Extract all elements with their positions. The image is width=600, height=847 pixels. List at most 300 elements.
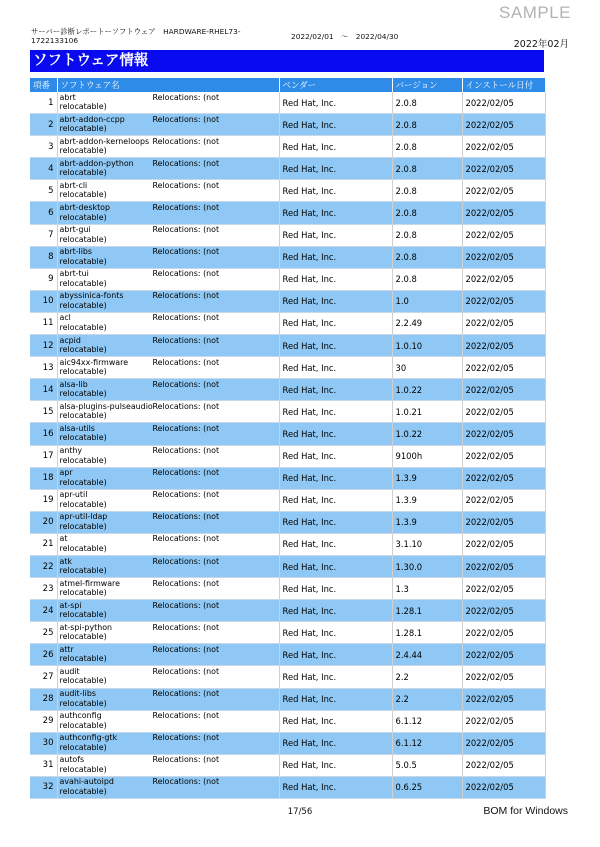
software-name-cell xyxy=(57,268,279,290)
relocation-note-cont: relocatable) xyxy=(59,190,107,200)
table-row xyxy=(30,710,545,732)
version-cell: 9100h xyxy=(392,445,462,467)
install-date-cell: 2022/02/05 xyxy=(462,688,545,710)
vendor-cell: Red Hat, Inc. xyxy=(279,246,392,268)
software-name-cell xyxy=(57,158,279,180)
version-cell: 2.2 xyxy=(392,688,462,710)
vendor-cell: Red Hat, Inc. xyxy=(279,666,392,688)
relocation-note: Relocations: (not xyxy=(152,180,220,190)
table-row xyxy=(30,114,545,136)
software-name-cell xyxy=(57,312,279,334)
row-number: 16 xyxy=(30,423,57,445)
software-name-cell xyxy=(57,467,279,489)
relocation-note-cont: relocatable) xyxy=(59,676,107,686)
version-cell: 5.0.5 xyxy=(392,754,462,776)
install-date-cell: 2022/02/05 xyxy=(462,600,545,622)
software-name-cell xyxy=(57,335,279,357)
relocation-note-cont: relocatable) xyxy=(59,212,107,222)
version-cell: 6.1.12 xyxy=(392,710,462,732)
relocation-note: Relocations: (not xyxy=(152,689,220,699)
version-cell: 1.28.1 xyxy=(392,622,462,644)
software-name-cell xyxy=(57,732,279,754)
version-cell: 2.4.44 xyxy=(392,644,462,666)
version-cell: 2.0.8 xyxy=(392,246,462,268)
version-cell: 6.1.12 xyxy=(392,732,462,754)
install-date-cell: 2022/02/05 xyxy=(462,202,545,224)
relocation-note-cont: relocatable) xyxy=(59,367,107,377)
software-name-cell xyxy=(57,578,279,600)
software-name: abrt-addon-kerneloops xyxy=(59,136,150,146)
relocation-note-cont: relocatable) xyxy=(59,146,107,156)
relocation-note: Relocations: (not xyxy=(152,622,220,632)
version-cell: 1.0 xyxy=(392,290,462,312)
row-number: 25 xyxy=(30,622,57,644)
vendor-cell: Red Hat, Inc. xyxy=(279,467,392,489)
column-header-name: ソフトウェア名 xyxy=(57,78,279,92)
software-name-cell xyxy=(57,533,279,555)
table-row xyxy=(30,180,545,202)
report-period: 2022/02/01 ～ 2022/04/30 xyxy=(291,32,399,41)
row-number: 23 xyxy=(30,578,57,600)
software-name-cell xyxy=(57,555,279,577)
software-name-cell xyxy=(57,224,279,246)
relocation-note: Relocations: (not xyxy=(152,446,220,456)
version-cell: 30 xyxy=(392,357,462,379)
vendor-cell: Red Hat, Inc. xyxy=(279,268,392,290)
software-name: at-spi xyxy=(59,600,82,610)
relocation-note-cont: relocatable) xyxy=(59,720,107,730)
relocation-note: Relocations: (not xyxy=(152,600,220,610)
install-date-cell: 2022/02/05 xyxy=(462,423,545,445)
vendor-cell: Red Hat, Inc. xyxy=(279,290,392,312)
software-name: apr-util xyxy=(59,490,88,500)
software-name: abrt-addon-python xyxy=(59,158,134,168)
relocation-note: Relocations: (not xyxy=(152,711,220,721)
row-number: 15 xyxy=(30,401,57,423)
install-date-cell: 2022/02/05 xyxy=(462,533,545,555)
install-date-cell: 2022/02/05 xyxy=(462,732,545,754)
column-header-version: バージョン xyxy=(392,78,462,92)
row-number: 30 xyxy=(30,732,57,754)
vendor-cell: Red Hat, Inc. xyxy=(279,533,392,555)
relocation-note-cont: relocatable) xyxy=(59,411,107,421)
row-number: 10 xyxy=(30,290,57,312)
row-number: 3 xyxy=(30,136,57,158)
version-cell: 2.0.8 xyxy=(392,114,462,136)
table-row xyxy=(30,92,545,114)
table-row xyxy=(30,401,545,423)
install-date-cell: 2022/02/05 xyxy=(462,555,545,577)
vendor-cell: Red Hat, Inc. xyxy=(279,335,392,357)
relocation-note: Relocations: (not xyxy=(152,269,220,279)
table-row xyxy=(30,357,545,379)
software-name: audit xyxy=(59,666,80,676)
software-name-cell xyxy=(57,114,279,136)
version-cell: 1.0.21 xyxy=(392,401,462,423)
row-number: 8 xyxy=(30,246,57,268)
vendor-cell: Red Hat, Inc. xyxy=(279,511,392,533)
table-row xyxy=(30,379,545,401)
software-name: aic94xx-firmware xyxy=(59,357,129,367)
version-cell: 1.0.22 xyxy=(392,423,462,445)
table-row xyxy=(30,312,545,334)
software-name-cell xyxy=(57,401,279,423)
software-name-cell xyxy=(57,489,279,511)
table-row xyxy=(30,136,545,158)
software-name: audit-libs xyxy=(59,689,96,699)
install-date-cell: 2022/02/05 xyxy=(462,180,545,202)
version-cell: 2.0.8 xyxy=(392,224,462,246)
version-cell: 1.3.9 xyxy=(392,467,462,489)
table-row xyxy=(30,555,545,577)
install-date-cell: 2022/02/05 xyxy=(462,158,545,180)
relocation-note-cont: relocatable) xyxy=(59,322,107,332)
vendor-cell: Red Hat, Inc. xyxy=(279,202,392,224)
software-name-cell xyxy=(57,511,279,533)
version-cell: 1.3.9 xyxy=(392,511,462,533)
table-row xyxy=(30,467,545,489)
software-name: at xyxy=(59,534,68,544)
relocation-note: Relocations: (not xyxy=(152,733,220,743)
table-row xyxy=(30,224,545,246)
row-number: 11 xyxy=(30,312,57,334)
relocation-note-cont: relocatable) xyxy=(59,168,107,178)
software-name-cell xyxy=(57,754,279,776)
section-title: ソフトウェア情報 xyxy=(30,50,544,72)
sample-watermark: SAMPLE xyxy=(499,3,571,22)
software-name: abrt-cli xyxy=(59,180,88,190)
row-number: 22 xyxy=(30,555,57,577)
table-row xyxy=(30,158,545,180)
row-number: 21 xyxy=(30,533,57,555)
row-number: 19 xyxy=(30,489,57,511)
vendor-cell: Red Hat, Inc. xyxy=(279,158,392,180)
vendor-cell: Red Hat, Inc. xyxy=(279,180,392,202)
row-number: 6 xyxy=(30,202,57,224)
relocation-note-cont: relocatable) xyxy=(59,698,107,708)
relocation-note: Relocations: (not xyxy=(152,225,220,235)
row-number: 9 xyxy=(30,268,57,290)
vendor-cell: Red Hat, Inc. xyxy=(279,224,392,246)
software-name: avahi-autoipd xyxy=(59,777,114,787)
vendor-cell: Red Hat, Inc. xyxy=(279,136,392,158)
install-date-cell: 2022/02/05 xyxy=(462,710,545,732)
software-name-cell xyxy=(57,290,279,312)
software-name: abrt-tui xyxy=(59,269,89,279)
install-date-cell: 2022/02/05 xyxy=(462,136,545,158)
relocation-note-cont: relocatable) xyxy=(59,543,107,553)
relocation-note: Relocations: (not xyxy=(152,490,220,500)
version-cell: 2.2.49 xyxy=(392,312,462,334)
relocation-note-cont: relocatable) xyxy=(59,566,107,576)
install-date-cell: 2022/02/05 xyxy=(462,467,545,489)
software-name-cell xyxy=(57,688,279,710)
install-date-cell: 2022/02/05 xyxy=(462,511,545,533)
table-row xyxy=(30,335,545,357)
vendor-cell: Red Hat, Inc. xyxy=(279,423,392,445)
vendor-cell: Red Hat, Inc. xyxy=(279,312,392,334)
relocation-note-cont: relocatable) xyxy=(59,477,107,487)
software-name-cell xyxy=(57,600,279,622)
software-name: alsa-utils xyxy=(59,423,95,433)
install-date-cell: 2022/02/05 xyxy=(462,401,545,423)
row-number: 5 xyxy=(30,180,57,202)
table-row xyxy=(30,688,545,710)
row-number: 2 xyxy=(30,114,57,136)
row-number: 29 xyxy=(30,710,57,732)
software-name-cell xyxy=(57,357,279,379)
relocation-note-cont: relocatable) xyxy=(59,654,107,664)
report-title: サーバー診断レポートーソフトウェア HARDWARE-RHEL73-1722133106 xyxy=(31,27,241,45)
relocation-note: Relocations: (not xyxy=(152,291,220,301)
relocation-note-cont: relocatable) xyxy=(59,234,107,244)
software-name: alsa-plugins-pulseaudio xyxy=(59,401,153,411)
relocation-note: Relocations: (not xyxy=(152,644,220,654)
table-row xyxy=(30,246,545,268)
version-cell: 2.0.8 xyxy=(392,180,462,202)
software-name-cell xyxy=(57,136,279,158)
version-cell: 2.0.8 xyxy=(392,268,462,290)
relocation-note-cont: relocatable) xyxy=(59,300,107,310)
vendor-cell: Red Hat, Inc. xyxy=(279,622,392,644)
relocation-note: Relocations: (not xyxy=(152,379,220,389)
relocation-note: Relocations: (not xyxy=(152,512,220,522)
row-number: 17 xyxy=(30,445,57,467)
version-cell: 2.0.8 xyxy=(392,136,462,158)
install-date-cell: 2022/02/05 xyxy=(462,224,545,246)
install-date-cell: 2022/02/05 xyxy=(462,666,545,688)
software-name: abrt-libs xyxy=(59,247,93,257)
install-date-cell: 2022/02/05 xyxy=(462,489,545,511)
table-row xyxy=(30,489,545,511)
row-number: 12 xyxy=(30,335,57,357)
relocation-note-cont: relocatable) xyxy=(59,345,107,355)
relocation-note: Relocations: (not xyxy=(152,578,220,588)
software-name-cell xyxy=(57,92,279,114)
row-number: 20 xyxy=(30,511,57,533)
relocation-note-cont: relocatable) xyxy=(59,588,107,598)
table-row xyxy=(30,533,545,555)
vendor-cell: Red Hat, Inc. xyxy=(279,732,392,754)
install-date-cell: 2022/02/05 xyxy=(462,578,545,600)
software-name: abrt-addon-ccpp xyxy=(59,114,125,124)
row-number: 28 xyxy=(30,688,57,710)
software-name: abrt-desktop xyxy=(59,203,111,213)
row-number: 31 xyxy=(30,754,57,776)
relocation-note: Relocations: (not xyxy=(152,534,220,544)
install-date-cell: 2022/02/05 xyxy=(462,776,545,798)
relocation-note-cont: relocatable) xyxy=(59,786,107,796)
install-date-cell: 2022/02/05 xyxy=(462,312,545,334)
row-number: 1 xyxy=(30,92,57,114)
table-row xyxy=(30,423,545,445)
table-row xyxy=(30,666,545,688)
software-name-cell xyxy=(57,776,279,798)
relocation-note-cont: relocatable) xyxy=(59,610,107,620)
software-name: abyssinica-fonts xyxy=(59,291,124,301)
table-header-row xyxy=(30,78,545,92)
relocation-note: Relocations: (not xyxy=(152,423,220,433)
row-number: 4 xyxy=(30,158,57,180)
relocation-note-cont: relocatable) xyxy=(59,278,107,288)
relocation-note: Relocations: (not xyxy=(152,401,220,411)
relocation-note-cont: relocatable) xyxy=(59,521,107,531)
install-date-cell: 2022/02/05 xyxy=(462,335,545,357)
software-name: acpid xyxy=(59,335,81,345)
relocation-note-cont: relocatable) xyxy=(59,499,107,509)
install-date-cell: 2022/02/05 xyxy=(462,622,545,644)
row-number: 18 xyxy=(30,467,57,489)
table-row xyxy=(30,644,545,666)
software-name-cell xyxy=(57,379,279,401)
relocation-note-cont: relocatable) xyxy=(59,433,107,443)
software-name-cell xyxy=(57,644,279,666)
vendor-cell: Red Hat, Inc. xyxy=(279,578,392,600)
relocation-note: Relocations: (not xyxy=(152,777,220,787)
relocation-note: Relocations: (not xyxy=(152,335,220,345)
table-row xyxy=(30,622,545,644)
relocation-note-cont: relocatable) xyxy=(59,102,107,112)
software-name: atk xyxy=(59,556,72,566)
vendor-cell: Red Hat, Inc. xyxy=(279,114,392,136)
software-name: abrt xyxy=(59,92,76,102)
relocation-note-cont: relocatable) xyxy=(59,389,107,399)
version-cell: 3.1.10 xyxy=(392,533,462,555)
relocation-note: Relocations: (not xyxy=(152,313,220,323)
software-name: attr xyxy=(59,644,74,654)
software-name: abrt-gui xyxy=(59,225,91,235)
table-row xyxy=(30,732,545,754)
software-name-cell xyxy=(57,666,279,688)
version-cell: 1.0.10 xyxy=(392,335,462,357)
relocation-note: Relocations: (not xyxy=(152,666,220,676)
column-header-vendor: ベンダー xyxy=(279,78,392,92)
install-date-cell: 2022/02/05 xyxy=(462,246,545,268)
version-cell: 2.0.8 xyxy=(392,92,462,114)
software-name: alsa-lib xyxy=(59,379,88,389)
version-cell: 1.28.1 xyxy=(392,600,462,622)
relocation-note: Relocations: (not xyxy=(152,556,220,566)
table-row xyxy=(30,600,545,622)
vendor-cell: Red Hat, Inc. xyxy=(279,379,392,401)
version-cell: 0.6.25 xyxy=(392,776,462,798)
version-cell: 2.0.8 xyxy=(392,158,462,180)
report-month: 2022年02月 xyxy=(513,39,569,50)
version-cell: 1.3.9 xyxy=(392,489,462,511)
relocation-note-cont: relocatable) xyxy=(59,632,107,642)
table-row xyxy=(30,290,545,312)
page-number: 17/56 xyxy=(287,807,313,817)
software-name: atmel-firmware xyxy=(59,578,120,588)
column-header-install-date: インストール日付 xyxy=(462,78,545,92)
software-name-cell xyxy=(57,202,279,224)
relocation-note: Relocations: (not xyxy=(152,247,220,257)
version-cell: 1.3 xyxy=(392,578,462,600)
column-header-no: 項番 xyxy=(30,78,57,92)
install-date-cell: 2022/02/05 xyxy=(462,754,545,776)
table-body xyxy=(30,92,545,799)
software-name: apr-util-ldap xyxy=(59,512,108,522)
vendor-cell: Red Hat, Inc. xyxy=(279,600,392,622)
relocation-note-cont: relocatable) xyxy=(59,256,107,266)
software-table xyxy=(30,78,546,799)
vendor-cell: Red Hat, Inc. xyxy=(279,357,392,379)
relocation-note: Relocations: (not xyxy=(152,755,220,765)
vendor-cell: Red Hat, Inc. xyxy=(279,644,392,666)
version-cell: 2.0.8 xyxy=(392,202,462,224)
relocation-note: Relocations: (not xyxy=(152,468,220,478)
software-name-cell xyxy=(57,710,279,732)
software-name: at-spi-python xyxy=(59,622,113,632)
relocation-note: Relocations: (not xyxy=(152,92,220,102)
software-name-cell xyxy=(57,180,279,202)
table-row xyxy=(30,202,545,224)
vendor-cell: Red Hat, Inc. xyxy=(279,776,392,798)
version-cell: 1.30.0 xyxy=(392,555,462,577)
row-number: 24 xyxy=(30,600,57,622)
software-name: anthy xyxy=(59,446,83,456)
install-date-cell: 2022/02/05 xyxy=(462,357,545,379)
install-date-cell: 2022/02/05 xyxy=(462,644,545,666)
software-name: acl xyxy=(59,313,71,323)
relocation-note-cont: relocatable) xyxy=(59,764,107,774)
install-date-cell: 2022/02/05 xyxy=(462,379,545,401)
relocation-note: Relocations: (not xyxy=(152,114,220,124)
relocation-note-cont: relocatable) xyxy=(59,124,107,134)
row-number: 32 xyxy=(30,776,57,798)
software-name-cell xyxy=(57,246,279,268)
relocation-note-cont: relocatable) xyxy=(59,742,107,752)
install-date-cell: 2022/02/05 xyxy=(462,290,545,312)
vendor-cell: Red Hat, Inc. xyxy=(279,401,392,423)
row-number: 7 xyxy=(30,224,57,246)
software-name-cell xyxy=(57,445,279,467)
relocation-note: Relocations: (not xyxy=(152,357,220,367)
install-date-cell: 2022/02/05 xyxy=(462,92,545,114)
software-name: authconfig-gtk xyxy=(59,733,118,743)
version-cell: 1.0.22 xyxy=(392,379,462,401)
vendor-cell: Red Hat, Inc. xyxy=(279,489,392,511)
software-name: apr xyxy=(59,468,73,478)
version-cell: 2.2 xyxy=(392,666,462,688)
row-number: 13 xyxy=(30,357,57,379)
software-name-cell xyxy=(57,622,279,644)
table-row xyxy=(30,578,545,600)
software-name: autofs xyxy=(59,755,85,765)
relocation-note-cont: relocatable) xyxy=(59,455,107,465)
software-name-cell xyxy=(57,423,279,445)
relocation-note: Relocations: (not xyxy=(152,203,220,213)
install-date-cell: 2022/02/05 xyxy=(462,114,545,136)
vendor-cell: Red Hat, Inc. xyxy=(279,710,392,732)
install-date-cell: 2022/02/05 xyxy=(462,445,545,467)
table-row xyxy=(30,776,545,798)
vendor-cell: Red Hat, Inc. xyxy=(279,92,392,114)
vendor-cell: Red Hat, Inc. xyxy=(279,688,392,710)
software-name: authconfig xyxy=(59,711,102,721)
row-number: 27 xyxy=(30,666,57,688)
vendor-cell: Red Hat, Inc. xyxy=(279,754,392,776)
install-date-cell: 2022/02/05 xyxy=(462,268,545,290)
table-row xyxy=(30,511,545,533)
vendor-cell: Red Hat, Inc. xyxy=(279,445,392,467)
table-row xyxy=(30,268,545,290)
row-number: 14 xyxy=(30,379,57,401)
table-row xyxy=(30,445,545,467)
table-row xyxy=(30,754,545,776)
vendor-cell: Red Hat, Inc. xyxy=(279,555,392,577)
relocation-note: Relocations: (not xyxy=(152,136,220,146)
